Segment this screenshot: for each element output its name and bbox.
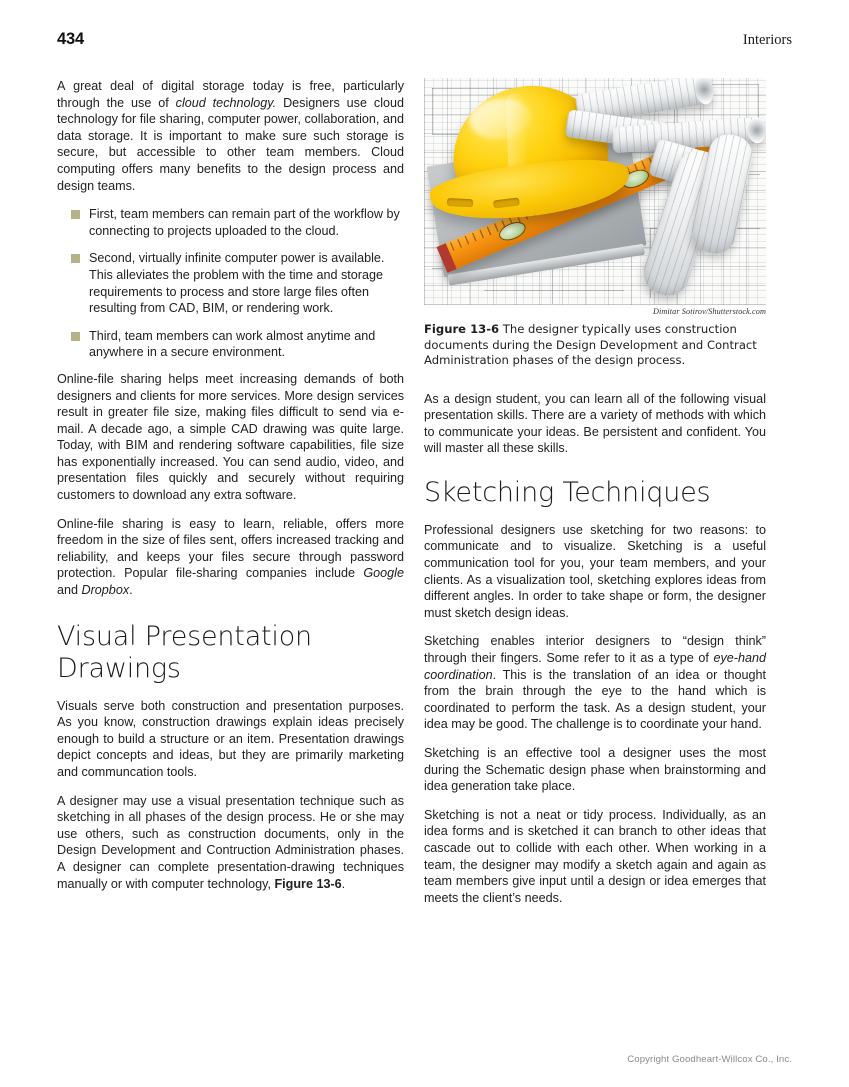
square-bullet-icon bbox=[71, 254, 80, 263]
hard-hat-slot bbox=[493, 197, 520, 208]
paragraph-design-think bbox=[424, 633, 766, 733]
right-column bbox=[424, 78, 766, 906]
paragraph-visuals-serve: Visuals serve both construction and presentation purposes. As you know, construction drawings explain ideas precisely enough to build a structure or an item. Presentation drawings depict concepts and ideas, but they are primarily marketing and communcation tools. bbox=[57, 698, 404, 779]
paragraph-online-file-sharing-demands: Online-file sharing helps meet increasing demands of both designers and clients for more services. More design services result in greater file size, making files difficult to send via e-mail. A decade ago, a simple CAD drawing was quite large. Today, with BIM and rendering software capabilities, file size has exponentially increased. You can send audio, video, and presentation files quickly and securely without requiring customers to download any extra software. bbox=[57, 371, 404, 503]
heading-visual-presentation-drawings: Visual Presentation Drawings bbox=[57, 620, 312, 684]
figure-caption bbox=[424, 322, 766, 369]
photo-credit: Dimitar Sotirov/Shutterstock.com bbox=[653, 307, 766, 316]
paragraph-cloud-storage bbox=[57, 78, 404, 194]
list-item bbox=[71, 250, 404, 316]
heading-sketching-techniques: Sketching Techniques bbox=[424, 476, 711, 508]
running-head-title: Interiors bbox=[742, 32, 792, 48]
para-1-part-b: Designers use cloud technology for file sharing, computer power, collaboration, and data storage. It is important to make sure such storage is secure, but accessible to other team members. Cloud computing offers many benefits to the design process and design teams. bbox=[57, 95, 405, 193]
square-bullet-icon bbox=[71, 332, 80, 341]
brand-dropbox: Dropbox bbox=[81, 583, 130, 598]
paragraph-schematic-phase: Sketching is an effective tool a designer uses the most during the Schematic design phase when brainstorming and idea generation take place. bbox=[424, 746, 766, 794]
figure-caption-number: Figure 13-6 bbox=[424, 322, 500, 336]
list-item-text: First, team members can remain part of the workflow by connecting to projects uploaded to the cloud. bbox=[89, 207, 400, 238]
cloud-benefits-list bbox=[57, 206, 404, 361]
roll-end-cap bbox=[747, 117, 766, 144]
para-3-part-c: . bbox=[129, 583, 133, 598]
paragraph-two-reasons: Professional designers use sketching for two reasons: to communicate and to visualize. Sketching is a useful communication tool for you, your team members, and your clients. As a visualization tool, sketching explores ideas from different angles. In order to take shape or form, the designer must sketch design ideas. bbox=[424, 522, 766, 620]
para-3-part-a: Sketching enables interior designers to “design think” through their fingers. Some refer to it as a type of bbox=[424, 634, 766, 666]
paragraph-design-student-skills: As a design student, you can learn all of the following visual presentation skills. There are a variety of methods with which to communicate your ideas. Be persistent and confident. You will master all these skills. bbox=[424, 391, 766, 456]
para-5-part-b: . bbox=[341, 876, 346, 891]
term-eye-hand-coordination: eye-hand coordination bbox=[424, 651, 766, 682]
figure-caption-spacer bbox=[424, 369, 766, 391]
paragraph-designer-may-use bbox=[57, 793, 404, 893]
left-column bbox=[57, 78, 404, 892]
figure-photo bbox=[424, 78, 766, 305]
paragraph-online-file-sharing-benefits bbox=[57, 516, 404, 599]
para-3-part-b: and bbox=[57, 583, 82, 598]
list-item bbox=[71, 206, 404, 239]
list-item bbox=[71, 328, 404, 361]
para-3-part-b: . This is the translation of an idea or thought from the brain through the eye to the hand which is coordinated to perform the task. As a design student, your idea may be good. The challenge is to coordinate your hand. bbox=[424, 667, 766, 732]
figure-reference: Figure 13-6 bbox=[274, 876, 342, 891]
figure-caption-text: The designer typically uses construction documents during the Design Development and Contract Administration phases of the design process. bbox=[424, 322, 757, 367]
brand-google: Google bbox=[363, 566, 404, 581]
list-item-text: Third, team members can work almost anytime and anywhere in a secure environment. bbox=[89, 328, 376, 360]
running-head bbox=[57, 30, 792, 56]
term-cloud-technology: cloud technology. bbox=[175, 95, 277, 110]
copyright-footer: Copyright Goodheart-Willcox Co., Inc. bbox=[627, 1054, 792, 1065]
hard-hat-slot bbox=[447, 198, 473, 207]
figure-13-6 bbox=[424, 78, 766, 369]
para-5-part-a: A designer may use a visual presentation technique such as sketching in all phases of the design process. He or she may use others, such as construction documents, only in the Design Development and Contruction Administration phases. A designer can complete presentation-drawing techniques manually or with computer technology, bbox=[57, 793, 404, 891]
page-number: 434 bbox=[57, 30, 84, 48]
list-item-text: Second, virtually infinite computer power is available. This alleviates the problem with the time and storage requirements to process and store large files often resulting from CAD, BIM, or rendering work. bbox=[89, 251, 385, 316]
square-bullet-icon bbox=[71, 210, 80, 219]
para-1-part-a: A great deal of digital storage today is free, particularly through the use of bbox=[57, 79, 404, 110]
paragraph-not-neat-process: Sketching is not a neat or tidy process. Individually, as an idea forms and is sketched it can branch to other ideas that cascade out to collide with each other. When working in a team, the designer may modify a sketch again and again as team members give input until a design or idea emerges that meets the client’s needs. bbox=[424, 807, 766, 905]
para-3-part-a: Online-file sharing is easy to learn, reliable, offers more freedom in the size of files sent, offers increased tracking and reliability, and keeps your files secure through password protection. Popular file-sharing companies include bbox=[57, 516, 404, 581]
